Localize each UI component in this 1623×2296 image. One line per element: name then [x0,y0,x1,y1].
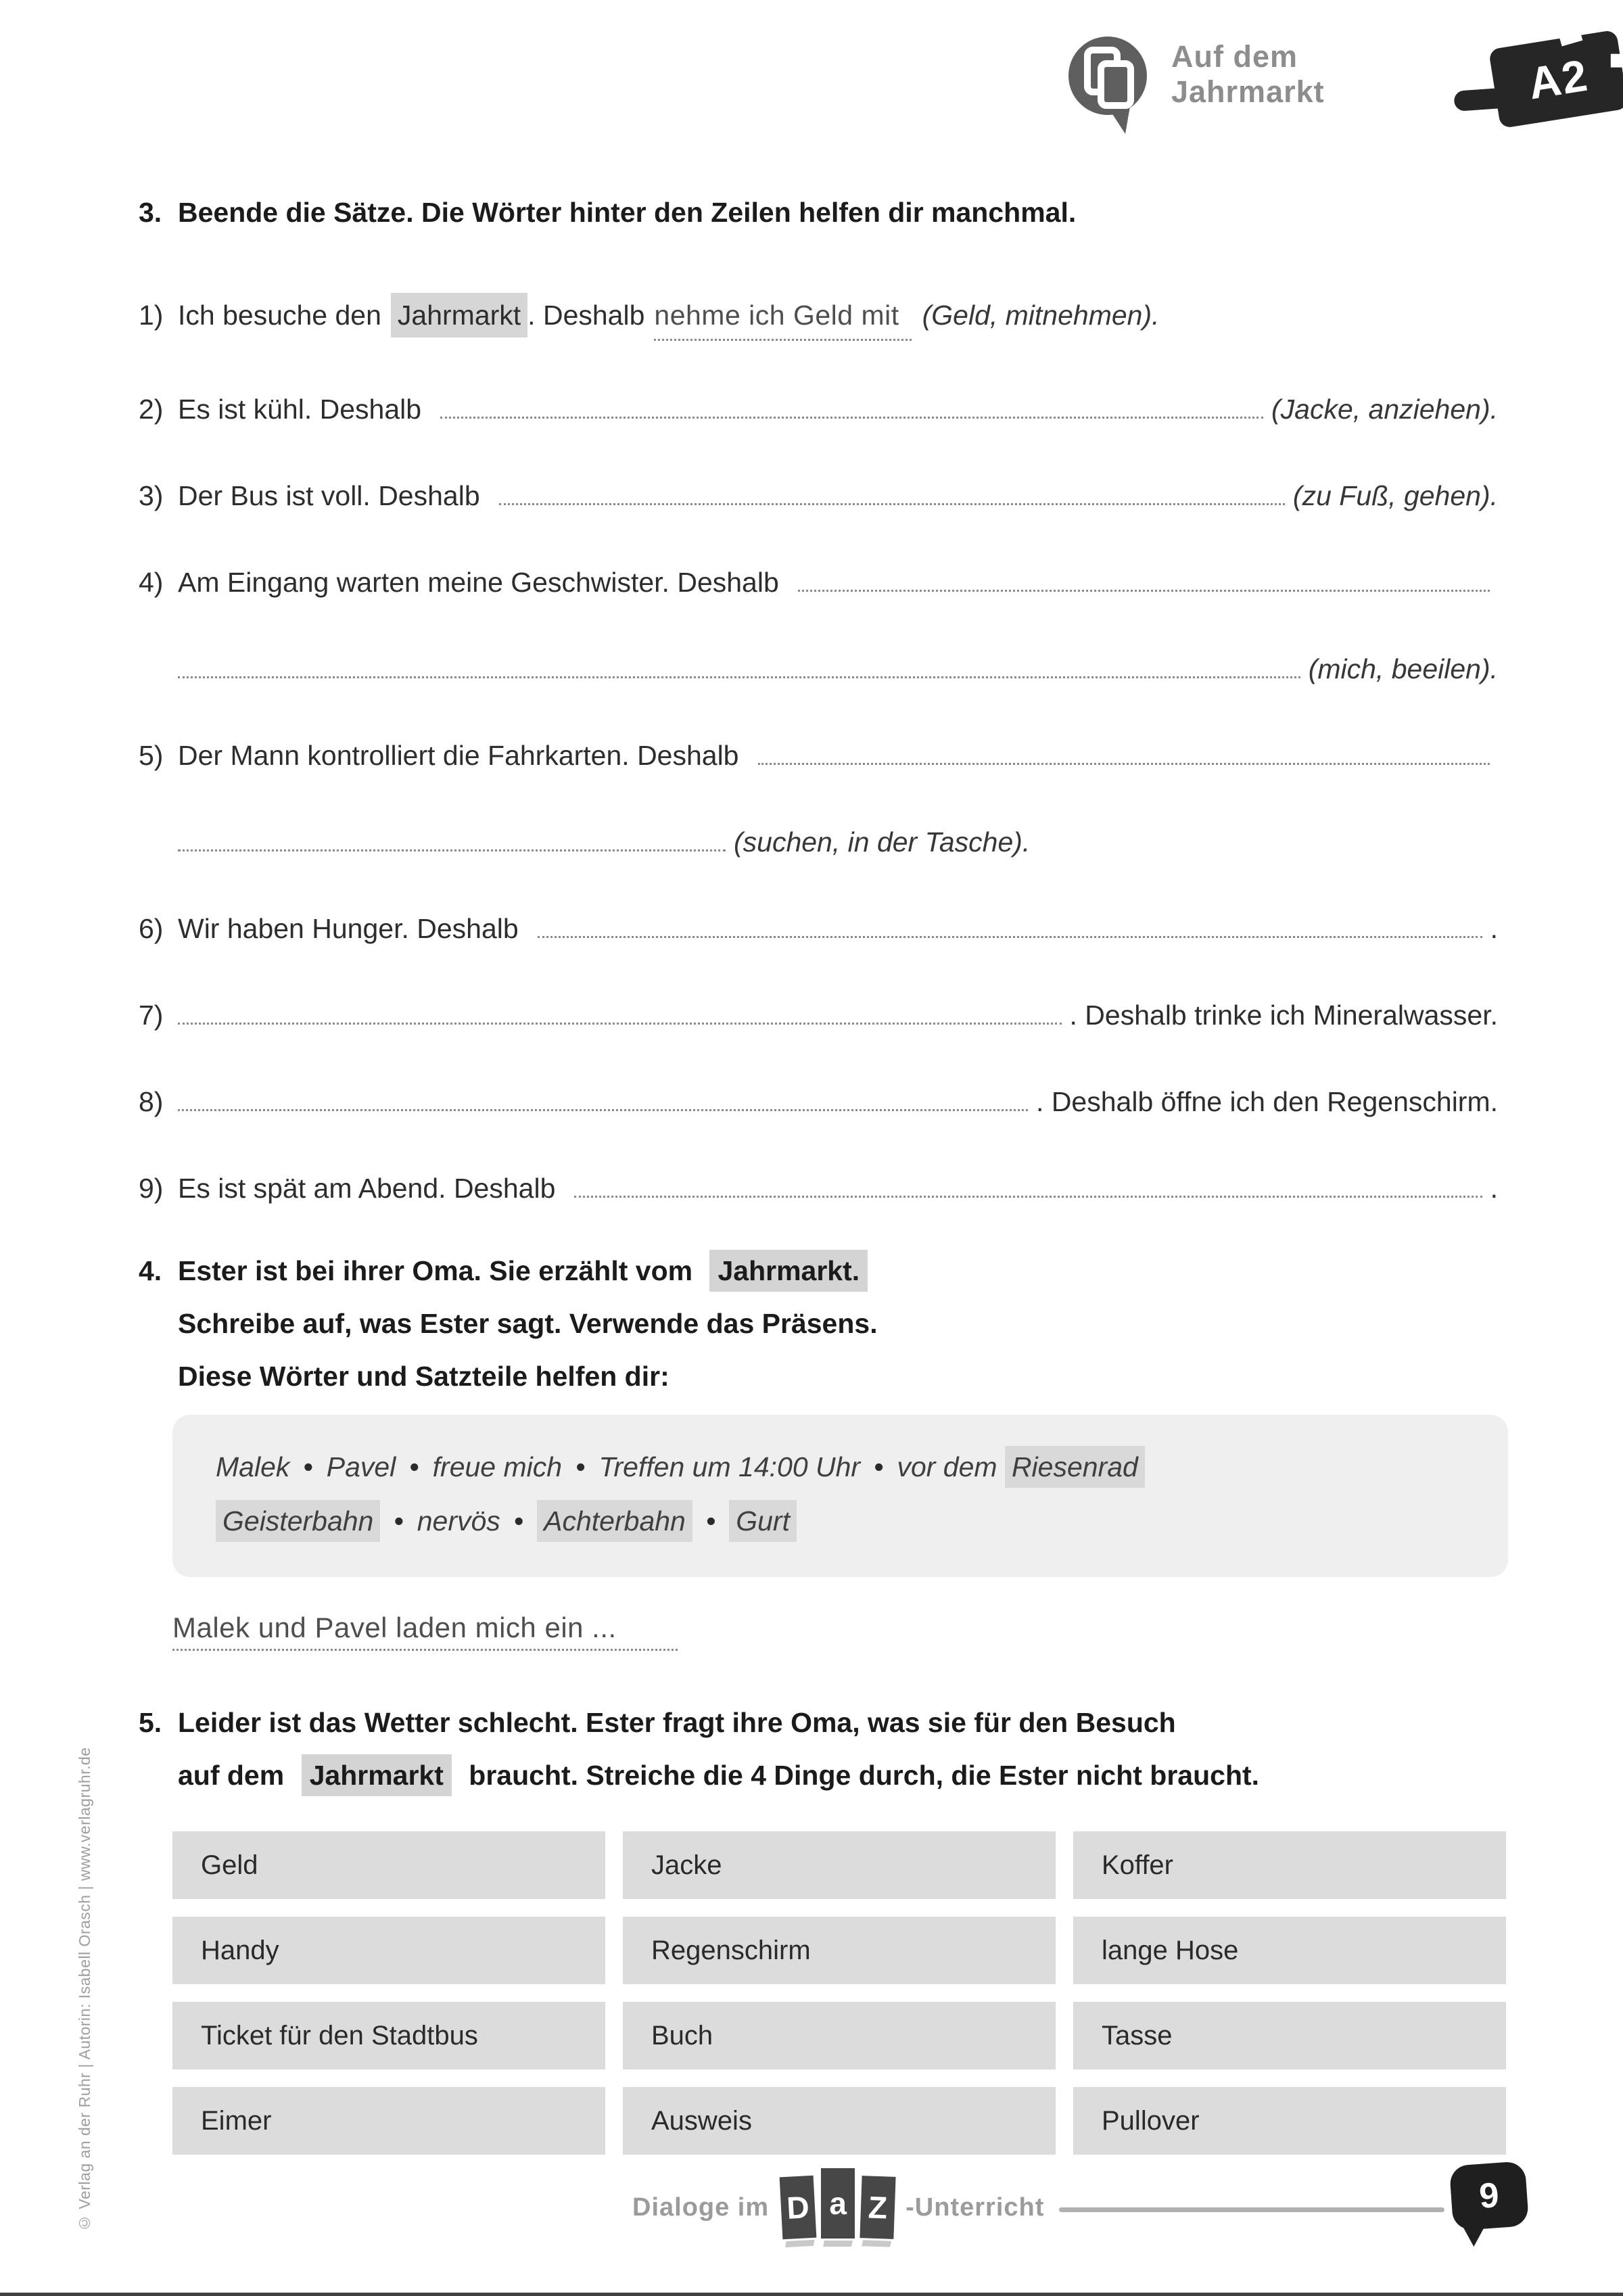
exercise-title-line [139,1757,1532,1794]
bullet-separator: • [303,1451,313,1482]
grid-cell: Regenschirm [623,1917,1056,1984]
item-text: Der Mann kontrolliert die Fahrkarten. Deshalb [178,740,739,771]
copyright-sidebar: © Verlag an der Ruhr | Autorin: Isabell Orasch | www.verlagruhr.de [76,1747,93,2232]
answer-blank [538,936,1482,938]
item-line [178,391,1498,427]
level-badge-label: A2 [1525,49,1593,109]
item-line [178,737,1498,774]
item-text: Es ist spät am Abend. Deshalb [178,1173,556,1204]
word-box-word: Pavel [326,1451,396,1482]
answer-blank [178,676,1300,678]
item-number: 1) [139,300,164,331]
exercise-3-heading [139,194,1498,231]
item-text: Ich besuche den [178,300,381,331]
item-4-continuation [139,651,1498,687]
daz-logo [781,2176,895,2239]
item-number: 7) [139,1000,164,1031]
exercise-4-heading [139,1252,1532,1289]
item-number: 6) [139,913,164,944]
badge-notch [1559,28,1583,46]
heading-text: braucht. Streiche die 4 Dinge durch, die Ester nicht braucht. [469,1760,1260,1791]
exercise-title: Beende die Sätze. Die Wörter hinter den Zeilen helfen dir manchmal. [178,197,1077,228]
daz-logo-block: Z [860,2176,896,2239]
item-number: 4) [139,567,164,598]
written-start-line [172,1610,1532,1646]
word-box-line [216,1449,1508,1485]
grid-cell: Ausweis [623,2087,1056,2155]
item-2 [139,391,1498,427]
page-bottom-edge [0,2293,1623,2296]
heading-text: Diese Wörter und Satzteile helfen dir: [178,1361,669,1392]
word-box-word-highlight: Achterbahn [537,1500,692,1542]
word-box-word-highlight: Gurt [729,1500,797,1542]
grid-cell: lange Hose [1073,1917,1506,1984]
heading-text: Leider ist das Wetter schlecht. Ester fragt ihre Oma, was sie für den Besuch [178,1707,1176,1738]
grid-cell: Jacke [623,1831,1056,1899]
item-line [178,1170,1498,1206]
answer-blank [798,590,1490,592]
word-box-word: freue mich [432,1451,563,1482]
item-line [178,564,1498,601]
item-hint: (Geld, mitnehmen). [922,300,1160,331]
item-number: 5) [139,740,164,771]
item-number: 8) [139,1086,164,1117]
highlight-word: Jahrmarkt [391,293,527,337]
item-line [178,1083,1498,1120]
daz-logo-block: D [780,2176,817,2239]
item-1 [139,293,1498,341]
word-box-word: nervös [417,1505,500,1537]
item-text: . Deshalb öffne ich den Regenschirm. [1036,1086,1498,1117]
heading-text: Ester ist bei ihrer Oma. Sie erzählt vom [178,1255,693,1286]
grid-cell: Tasse [1073,2002,1506,2069]
bullet-separator: • [394,1505,404,1537]
grid-cell: Ticket für den Stadtbus [172,2002,605,2069]
page-title: Auf dem Jahrmarkt [1171,39,1325,109]
answer-blank [574,1196,1482,1198]
answer-blank [758,763,1490,765]
highlight-word: Jahrmarkt [302,1754,452,1796]
page-header [1067,35,1623,119]
highlight-word: Jahrmarkt. [709,1250,868,1292]
handwritten-answer: nehme ich Geld mit [654,297,911,341]
word-box-line [216,1503,1508,1539]
item-hint: (Jacke, anziehen). [1271,394,1498,425]
exercise-5-heading [139,1704,1532,1741]
item-line [178,997,1498,1033]
word-box-word-highlight: Geisterbahn [216,1500,380,1542]
item-hint: (mich, beeilen). [1308,653,1498,684]
item-text: . Deshalb trinke ich Mineralwasser. [1069,1000,1498,1031]
item-text: Der Bus ist voll. Deshalb [178,480,480,511]
page-number: 9 [1478,2176,1501,2216]
item-line [178,293,1498,341]
speech-bubble-photos-icon [1067,35,1154,137]
answer-blank [440,417,1263,419]
item-number: 9) [139,1173,164,1204]
item-5-continuation [139,824,1498,860]
item-hint: (zu Fuß, gehen). [1292,480,1498,511]
bullet-separator: • [513,1505,524,1537]
item-3 [139,477,1498,514]
item-4 [139,564,1498,601]
bullet-separator: • [409,1451,419,1482]
item-text: . [1490,1173,1498,1204]
answer-blank [178,1023,1062,1025]
answer-blank [178,1109,1028,1111]
grid-cell: Eimer [172,2087,605,2155]
item-text: Am Eingang warten meine Geschwister. Deshalb [178,567,779,598]
word-grid [172,1831,1532,2155]
grid-cell: Koffer [1073,1831,1506,1899]
item-8 [139,1083,1498,1120]
exercise-5 [139,1704,1532,2155]
word-box-word: vor dem [897,1451,1005,1482]
exercise-4 [139,1252,1532,1646]
exercise-number: 5. [139,1707,162,1738]
grid-cell: Pullover [1073,2087,1506,2155]
answer-blank [178,849,726,851]
level-badge [1488,30,1623,128]
daz-logo-block: a [821,2168,855,2239]
item-9 [139,1170,1498,1206]
exercise-3 [139,194,1498,1257]
exercise-number: 4. [139,1255,162,1286]
grid-cell: Handy [172,1917,605,1984]
item-text: Es ist kühl. Deshalb [178,394,422,425]
item-text: . Deshalb [527,300,645,331]
item-line [178,477,1498,514]
heading-text: auf dem [178,1760,285,1791]
item-line [178,651,1498,687]
word-box-word-highlight: Riesenrad [1005,1446,1145,1488]
grid-cell: Buch [623,2002,1056,2069]
heading-text: Schreibe auf, was Ester sagt. Verwende das Präsens. [178,1308,878,1339]
page-footer [632,2176,1527,2239]
word-box-word: Malek [216,1451,290,1482]
bullet-separator: • [575,1451,586,1482]
item-line [178,910,1498,947]
word-box-word: Treffen um 14:00 Uhr [598,1451,861,1482]
item-7 [139,997,1498,1033]
item-number: 2) [139,394,164,425]
exercise-title-line [178,1252,868,1289]
page-number-bubble [1449,2161,1529,2231]
footer-rule [1059,2207,1444,2212]
item-line [178,824,1498,860]
footer-brand-post: -Unterricht [905,2193,1045,2222]
grid-cell: Geld [172,1831,605,1899]
footer-brand-pre: Dialoge im [632,2193,770,2222]
bullet-separator: • [874,1451,884,1482]
exercise-3-items [139,293,1498,1206]
bullet-separator: • [705,1505,716,1537]
answer-blank [499,503,1285,505]
item-number: 3) [139,480,164,511]
exercise-number: 3. [139,197,162,228]
handwritten-answer: Malek und Pavel laden mich ein ... [172,1612,678,1651]
item-text: . [1490,913,1498,944]
word-box [172,1415,1508,1577]
item-hint: (suchen, in der Tasche). [734,826,1031,858]
item-text: Wir haben Hunger. Deshalb [178,913,519,944]
item-5 [139,737,1498,774]
item-6 [139,910,1498,947]
badge-notch [1611,54,1623,68]
